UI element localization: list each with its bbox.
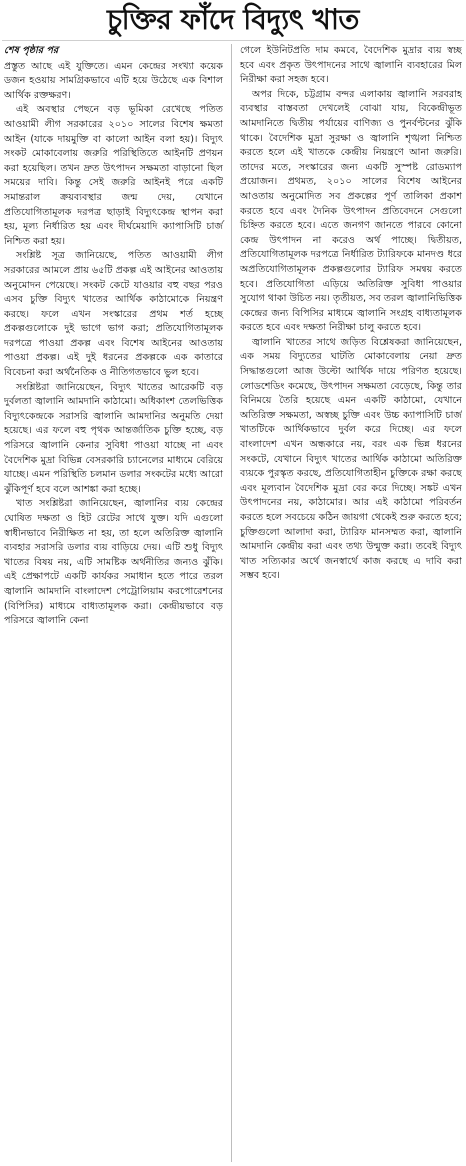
paragraph: গেলে ইউনিটপ্রতি দাম কমবে, বৈদেশিক মুদ্রার ব্যয় স্বচ্ছ হবে এবং প্রকৃত উৎপাদনের সাথে জ্বালানি ব্যবহারের মিল নিরীক্ষা করা সহজ হবে।	[240, 45, 462, 86]
jump-line: শেষ পৃষ্ঠার পর	[4, 45, 59, 56]
paragraph: সংশ্লিষ্ট সূত্র জানিয়েছে, পতিত আওয়ামী লীগ সরকারের আমলে প্রায় ৬৫টি প্রকল্প এই আইনের আওতায় অনুমোদন পেয়েছে। সংকট কেটে যাওয়ার বহু বছর পরও এসব চুক্তি বিদ্যুৎ খাতের আর্থিক কাঠামোকে নিয়ন্ত্রণ করছে। ফলে এখন সংস্কারের প্রথম শর্ত হচ্ছে প্রকল্পগুলোকে দুই ভাগে ভাগ করা; প্রতিযোগিতামূলক দরপত্রে পাওয়া প্রকল্প এবং বিশেষ আইনের আওতায় পাওয়া প্রকল্প। এই দুই ধরনের প্রকল্পকে এক কাতারে বিবেচনা করা অর্থনৈতিক ও নীতিগতভাবে ভুল হবে।	[4, 250, 223, 379]
paragraph: অপর দিকে, চট্টগ্রাম বন্দর এলাকায় জ্বালানি সরবরাহ ব্যবস্থার বাস্তবতা দেখলেই বোঝা যায়, বিকেন্দ্রীভূত আমদানিতে দ্বিতীয় পর্যায়ের বাণিজ্য ও পুনর্বণ্টনের ঝুঁকি থাকে। বৈদেশিক মুদ্রা সুরক্ষা ও জ্বালানি শৃঙ্খলা নিশ্চিত করতে হলে এই খাতকে কেন্দ্রীয় নিয়ন্ত্রণে আনা জরুরি। তাদের মতে, সংস্কারের জন্য একটি সুস্পষ্ট রোডম্যাপ প্রয়োজন। প্রথমত, ২০১০ সালের বিশেষ আইনের আওতায় অনুমোদিত সব প্রকল্পের পূর্ণ তালিকা প্রকাশ করতে হবে এবং দৈনিক উৎপাদন প্রতিবেদনে সেগুলো চিহ্নিত করতে হবে। এতে জনগণ জানতে পারবে কোনো কেন্দ্র উৎপাদন না করেও অর্থ পাচ্ছে। দ্বিতীয়ত, প্রতিযোগিতামূলক দরপত্রে নির্ধারিত ট্যারিফকে মানদণ্ড ধরে অপ্রতিযোগিতামূলক প্রকল্পগুলোর ট্যারিফ সমন্বয় করতে হবে। প্রতিযোগিতা এড়িয়ে অতিরিক্ত সুবিধা পাওয়ার সুযোগ থাকা উচিত নয়। তৃতীয়ত, সব তরল জ্বালানিভিত্তিক কেন্দ্রের জন্য বিপিসির মাধ্যমে জ্বালানি সংগ্রহ বাধ্যতামূলক করতে হবে এবং দক্ষতা নিরীক্ষা চালু করতে হবে।	[240, 88, 462, 334]
paragraph: জ্বালানি খাতের সাথে জড়িত বিশ্লেষকরা জানিয়েছেন, এক সময় বিদ্যুতের ঘাটতি মোকাবেলায় নেয়া দ্রুত সিদ্ধান্তগুলো আজ উল্টো আর্থিক দায়ে পরিণত হয়েছে। লোডশেডিং কমেছে, উৎপাদন সক্ষমতা বেড়েছে, কিন্তু তার বিনিময়ে তৈরি হয়েছে এমন একটি কাঠামো, যেখানে অতিরিক্ত সক্ষমতা, অস্বচ্ছ চুক্তি এবং উচ্চ ক্যাপাসিটি চার্জ খাতটিকে আর্থিকভাবে দুর্বল করে দিচ্ছে। এর ফলে বাংলাদেশ এখন অন্ধকারে নয়, বরং এক ভিন্ন ধরনের সংকটে, যেখানে বিদ্যুৎ খাতের আর্থিক কাঠামো অতিরিক্ত ব্যয়কে পুরস্কৃত করছে, প্রতিযোগিতাহীন চুক্তিকে রক্ষা করছে এবং মূল্যবান বৈদেশিক মুদ্রা বের করে দিচ্ছে। সঙ্কট এখন উৎপাদনের নয়, কাঠামোর। আর এই কাঠামো পরিবর্তন করতে হলে সবচেয়ে কঠিন জায়গা থেকেই শুরু করতে হবে; চুক্তিগুলো আলাদা করা, ট্যারিফ মানসম্মত করা, জ্বালানি আমদানি কেন্দ্রীয় করা এবং তথ্য উন্মুক্ত করা। তবেই বিদ্যুৎ খাত সত্যিকার অর্থে জনস্বার্থে কাজ করছে এ দাবি করা সম্ভব হবে।	[240, 336, 462, 582]
article-headline: চুক্তির ফাঁদে বিদ্যুৎ খাত	[2, 0, 464, 41]
right-column	[236, 44, 462, 1162]
left-column	[4, 44, 226, 1162]
paragraph: খাত সংশ্লিষ্টরা জানিয়েছেন, জ্বালানির ব্যয় কেন্দ্রের ঘোষিত দক্ষতা ও হিট রেটের সাথে যুক্ত। যদি এগুলো স্বাধীনভাবে নিরীক্ষিত না হয়, তা হলে অতিরিক্ত জ্বালানি ব্যবহার সরাসরি ডলার ব্যয় বাড়িয়ে দেয়। এটি শুধু বিদ্যুৎ খাতের বিষয় নয়, এটি সামষ্টিক অর্থনীতির জন্যও ঝুঁকি। এই প্রেক্ষাপটে একটি কার্যকর সমাধান হতে পারে তরল জ্বালানি আমদানি বাংলাদেশ পেট্রোলিয়াম করপোরেশনের (বিপিসির) মাধ্যমে বাধ্যতামূলক করা। কেন্দ্রীয়ভাবে বড় পরিসরে জ্বালানি কেনা	[4, 498, 223, 627]
article-body	[0, 44, 466, 1162]
paragraph: সংশ্লিষ্টরা জানিয়েছেন, বিদ্যুৎ খাতের আরেকটি বড় দুর্বলতা জ্বালানি আমদানি কাঠামো। অধিকাংশ তেলভিত্তিক বিদ্যুৎকেন্দ্রকে সরাসরি জ্বালানি আমদানির অনুমতি দেয়া হয়েছে। এর ফলে বহু পৃথক আন্তর্জাতিক চুক্তি হচ্ছে, বড় পরিসরে জ্বালানি কেনার সুবিধা পাওয়া যাচ্ছে না এবং বৈদেশিক মুদ্রা বিভিন্ন বেসরকারি চ্যানেলের মাধ্যমে বেরিয়ে যাচ্ছে। এমন পরিস্থিতি চলমান ডলার সংকটের মধ্যে আরো ঝুঁকিপূর্ণ হবে বলে আশঙ্কা করা হচ্ছে।	[4, 381, 223, 495]
paragraph: প্রস্তুত আছে এই যুক্তিতে। এমন কেন্দ্রের সংখ্যা কয়েক ডজন হওয়ায় সামগ্রিকভাবে এটি হয়ে উঠেছে এক বিশাল আর্থিক রক্তক্ষরণ।	[4, 60, 223, 101]
paragraph: এই অবস্থার পেছনে বড় ভূমিকা রেখেছে পতিত আওয়ামী লীগ সরকারের ২০১০ সালের বিশেষ ক্ষমতা আইন (যাকে দায়মুক্তি বা কালো আইন বলা হয়)। বিদ্যুৎ সংকট মোকাবেলায় জরুরি পরিস্থিতিতে আইনটি প্রণয়ন করা হয়েছিল। তখন দ্রুত উৎপাদন সক্ষমতা বাড়ানো ছিল সময়ের দাবি। কিন্তু সেই জরুরি আইনই পরে একটি সমান্তরাল ক্রয়ব্যবস্থার জন্ম দেয়, যেখানে প্রতিযোগিতামূলক দরপত্র ছাড়াই বিদ্যুৎকেন্দ্র স্থাপন করা হয়, মূল্য নির্ধারিত হয় এবং দীর্ঘমেয়াদি ক্যাপাসিটি চার্জ নিশ্চিত করা হয়।	[4, 104, 223, 247]
column-divider	[231, 44, 232, 1162]
